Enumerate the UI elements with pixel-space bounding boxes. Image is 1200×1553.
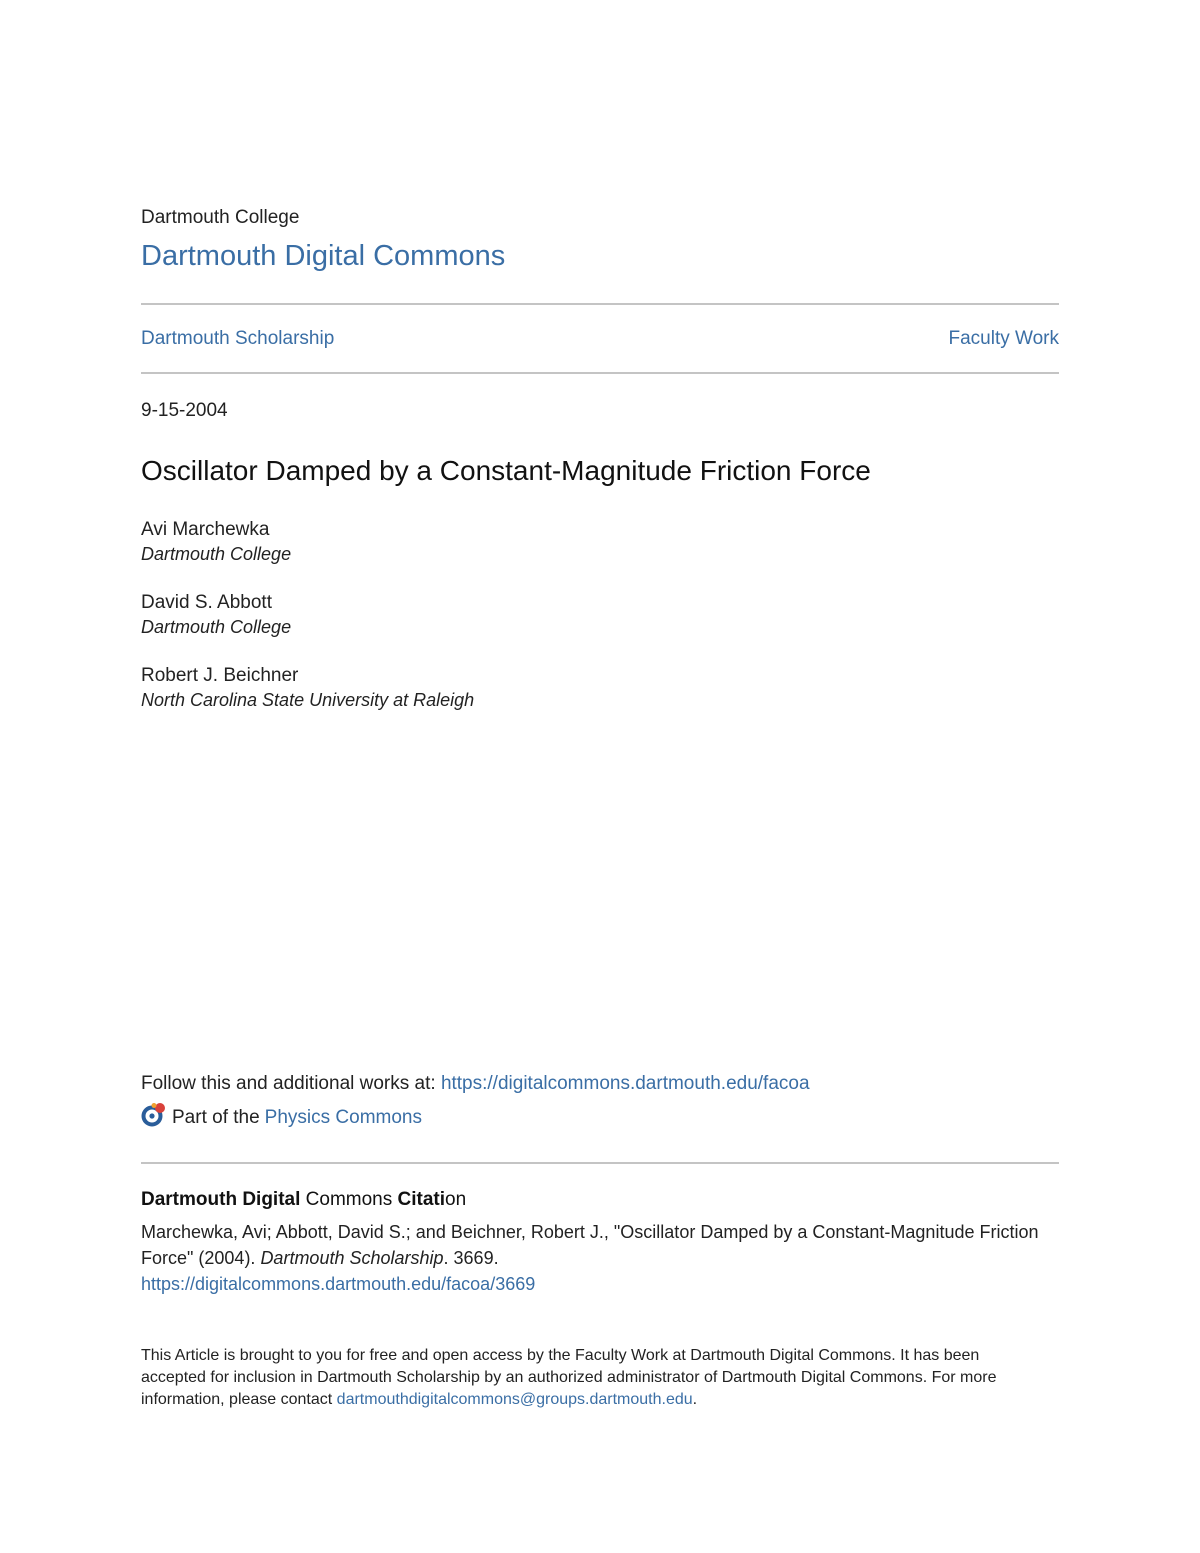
author-name: David S. Abbott [141, 592, 272, 613]
citation-heading-part: Commons [300, 1189, 398, 1210]
physics-commons-link[interactable]: Physics Commons [264, 1107, 422, 1128]
author-block [141, 519, 291, 565]
author-affiliation: Dartmouth College [141, 617, 292, 637]
document-page [141, 0, 1059, 1553]
citation-series: Dartmouth Scholarship [260, 1248, 444, 1268]
contact-email-link[interactable]: dartmouthdigitalcommons@groups.dartmouth.edu [336, 1391, 693, 1408]
notice-text: This Article is brought to you for free and open access by the Faculty Work at Dartmouth Digital Commons. It has been accepted for inclusion in Dartmouth Scholarship by an authorized administrator of Dartmouth Digital Commons. For more information, please contact [141, 1347, 997, 1408]
top-divider [141, 303, 1059, 305]
citation-heading [141, 1189, 466, 1211]
network-icon [141, 1102, 167, 1128]
citation-heading-part: Citati [397, 1189, 446, 1210]
article-title: Oscillator Damped by a Constant-Magnitude Friction Force [141, 455, 871, 486]
breadcrumb-collection-link[interactable]: Faculty Work [948, 328, 1059, 349]
publication-date: 9-15-2004 [141, 400, 228, 421]
citation-heading-part: on [445, 1189, 467, 1210]
author-name: Avi Marchewka [141, 519, 270, 540]
citation-url-link[interactable]: https://digitalcommons.dartmouth.edu/facoa/3669 [141, 1274, 536, 1294]
citation-divider [141, 1162, 1059, 1164]
breadcrumb-divider [141, 372, 1059, 374]
follow-prefix: Follow this and additional works at: [141, 1073, 441, 1094]
notice-end: . [692, 1391, 698, 1408]
part-of-line [141, 1105, 422, 1131]
author-block [141, 592, 291, 638]
repository-title-link[interactable]: Dartmouth Digital Commons [141, 240, 506, 272]
citation-authors-title: Marchewka, Avi; Abbott, David S.; and Beichner, Robert J., "Oscillator Damped by a Constant-Magnitude Friction Force" (2004). [141, 1222, 1039, 1268]
citation-number: . 3669. [443, 1248, 499, 1268]
access-notice [141, 1345, 1041, 1411]
breadcrumb-series-link[interactable]: Dartmouth Scholarship [141, 328, 335, 349]
citation-heading-part: Dartmouth Digital [141, 1189, 301, 1210]
author-affiliation: North Carolina State University at Raleigh [141, 690, 475, 710]
part-of-prefix: Part of the [172, 1107, 260, 1128]
institution-name: Dartmouth College [141, 207, 300, 228]
collection-url-link[interactable]: https://digitalcommons.dartmouth.edu/facoa [440, 1073, 810, 1094]
citation-text [141, 1219, 1059, 1297]
author-affiliation: Dartmouth College [141, 544, 292, 564]
follow-line [141, 1073, 810, 1095]
author-block [141, 665, 474, 711]
author-name: Robert J. Beichner [141, 665, 299, 686]
